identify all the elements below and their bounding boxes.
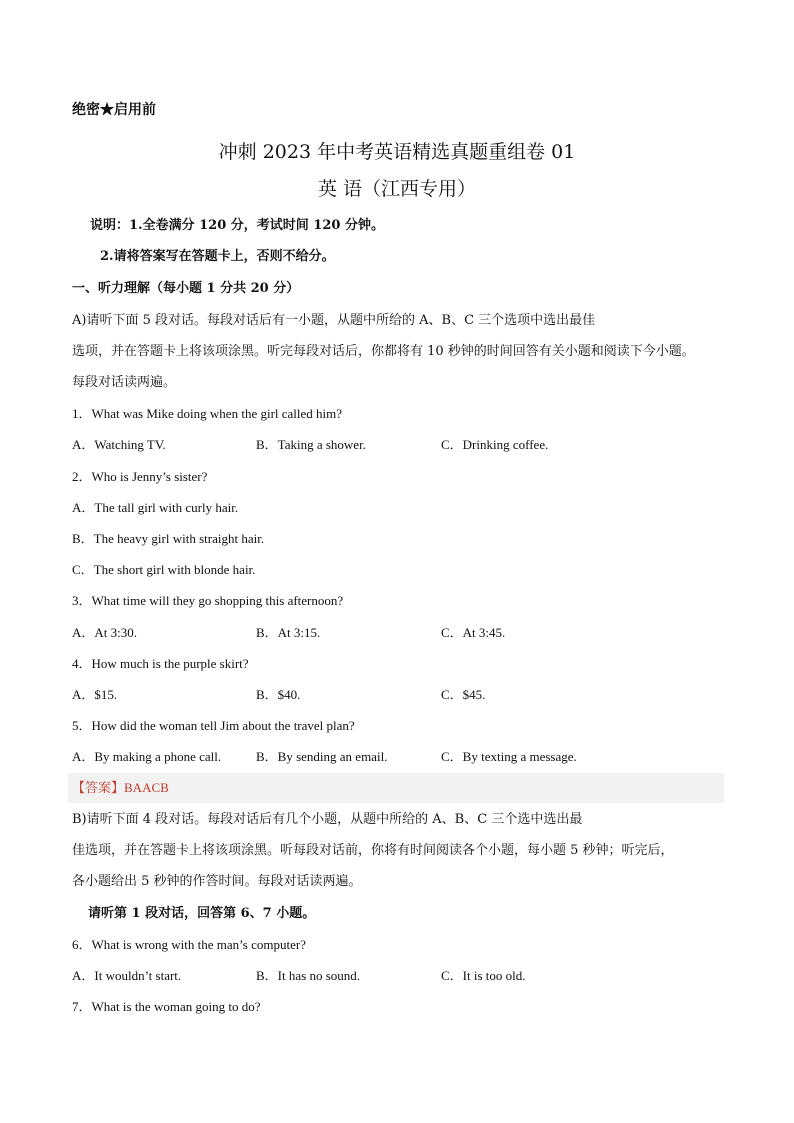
q2-option-b: B．The heavy girl with straight hair. <box>72 531 265 546</box>
top-secret-label: 绝密★启用前 <box>72 102 156 118</box>
q4-option-b: B．$40. <box>256 687 301 702</box>
q1-option-a: A．Watching TV. <box>72 437 166 452</box>
section-title: 一、听力理解（每小题 1 分共 20 分） <box>72 281 300 296</box>
q6-option-b: B．It has no sound. <box>256 968 361 983</box>
dialog-1-heading: 请听第 1 段对话，回答第 6、7 小题。 <box>88 906 316 921</box>
q3-option-c: C．At 3:45. <box>441 625 506 640</box>
answer-line <box>72 780 169 797</box>
q3-option-b: B．At 3:15. <box>256 625 321 640</box>
part-b-instruction-line-2: 佳选项，并在答题卡上将该项涂黑。听每段对话前，你将有时间阅读各个小题，每小题 5 秒钟；听完后， <box>72 843 674 858</box>
question-5: 5．How did the woman tell Jim about the travel plan? <box>72 718 355 733</box>
q5-option-a: A．By making a phone call. <box>72 749 222 764</box>
exam-title: 冲刺 2023 年中考英语精选真题重组卷 01 <box>218 141 576 163</box>
question-3: 3．What time will they go shopping this afternoon? <box>72 593 344 608</box>
exam-subtitle: 英 语（江西专用） <box>317 178 477 200</box>
q5-option-b: B．By sending an email. <box>256 749 388 764</box>
part-a-instruction-line-2: 选项，并在答题卡上将该项涂黑。听完每段对话后，你都将有 10 秒钟的时间回答有关小题和阅读下今小题。 <box>72 344 695 359</box>
q4-option-a: A．$15. <box>72 687 118 702</box>
q4-option-c: C．$45. <box>441 687 486 702</box>
q1-option-b: B．Taking a shower. <box>256 437 366 452</box>
question-4: 4．How much is the purple skirt? <box>72 656 249 671</box>
q3-option-a: A．At 3:30. <box>72 625 138 640</box>
answer-value: BAACB <box>124 780 169 795</box>
q2-option-a: A．The tall girl with curly hair. <box>72 500 239 515</box>
instruction-note-1: 说明：1.全卷满分 120 分，考试时间 120 分钟。 <box>90 218 384 233</box>
q5-option-c: C．By texting a message. <box>441 749 577 764</box>
q6-option-a: A．It wouldn’t start. <box>72 968 182 983</box>
answer-label: 【答案】 <box>72 781 125 796</box>
part-b-instruction-line-1: B)请听下面 4 段对话。每段对话后有几个小题，从题中所给的 A、B、C 三个选中选出最 <box>72 812 583 827</box>
part-a-instruction-line-3: 每段对话读两遍。 <box>72 375 177 390</box>
instruction-note-2: 2.请将答案写在答题卡上，否则不给分。 <box>100 249 335 264</box>
question-2: 2．Who is Jenny’s sister? <box>72 469 208 484</box>
question-1: 1．What was Mike doing when the girl called him? <box>72 406 343 421</box>
part-b-instruction-line-3: 各小题给出 5 秒钟的作答时间。每段对话读两遍。 <box>72 874 362 889</box>
q2-option-c: C．The short girl with blonde hair. <box>72 562 256 577</box>
question-6: 6．What is wrong with the man’s computer? <box>72 937 306 952</box>
part-a-instruction-line-1: A)请听下面 5 段对话。每段对话后有一小题，从题中所给的 A、B、C 三个选项中选出最佳 <box>72 313 596 328</box>
question-7: 7．What is the woman going to do? <box>72 999 261 1014</box>
q6-option-c: C．It is too old. <box>441 968 526 983</box>
q1-option-c: C．Drinking coffee. <box>441 437 549 452</box>
